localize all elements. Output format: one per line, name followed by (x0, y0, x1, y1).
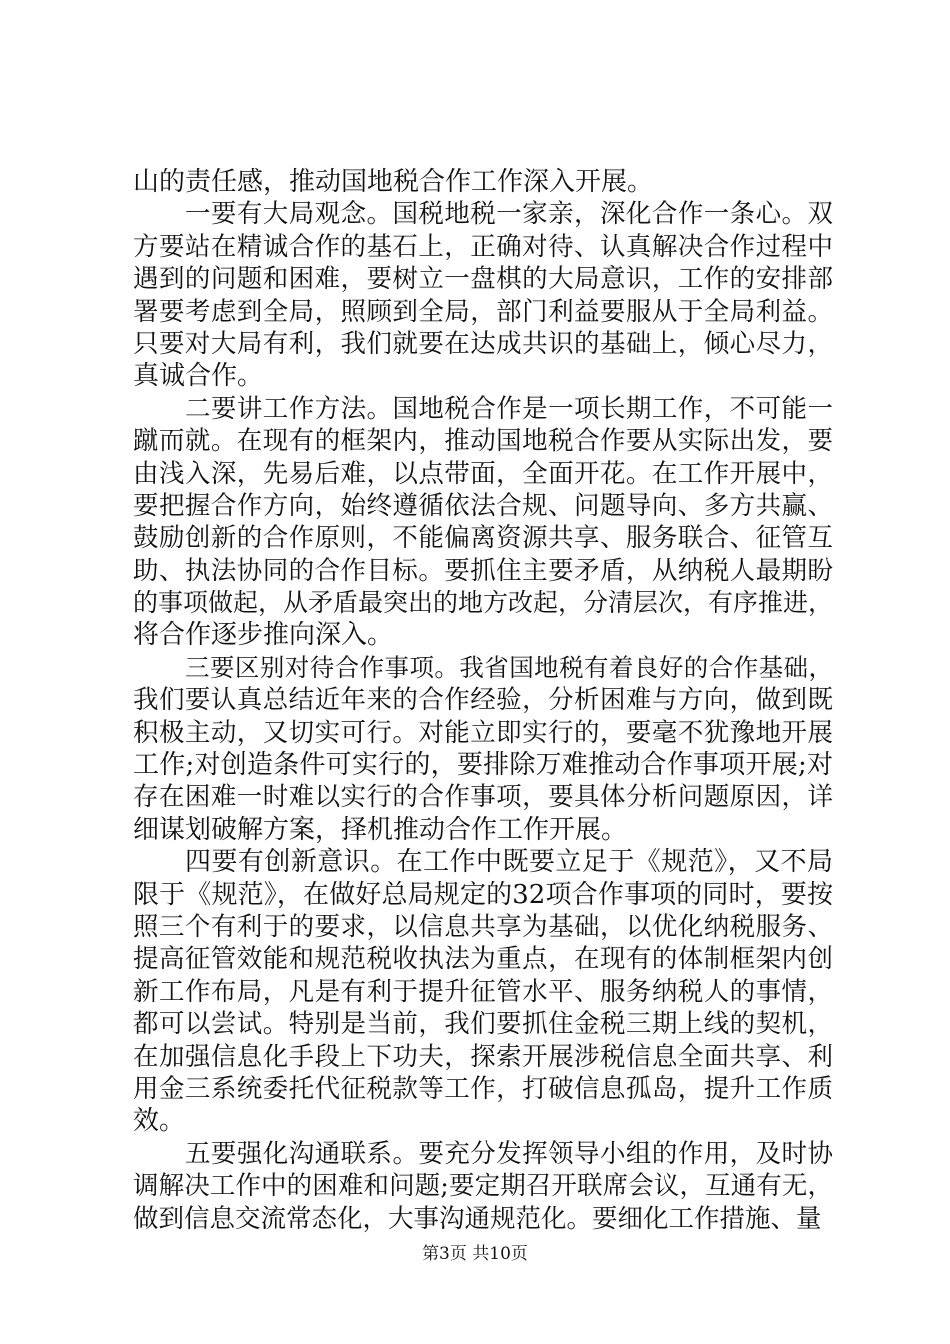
paragraph-line: 真诚合作。 (133, 361, 264, 392)
paragraph-line: 细谋划破解方案，择机推动合作工作开展。 (133, 814, 628, 845)
paragraph-line: 三要区别对待合作事项。我省国地税有着良好的合作基础， (185, 652, 833, 682)
paragraph (133, 393, 833, 652)
paragraph (133, 198, 833, 392)
paragraph-line: 要把握合作方向，始终遵循依法合规、问题导向、多方共赢、 (133, 490, 833, 521)
paragraph-line: 限于《规范》，在做好总局规定的32项合作事项的同时，要按 (133, 879, 833, 910)
paragraph-line: 四要有创新意识。在工作中既要立足于《规范》，又不局 (185, 847, 833, 878)
paragraph-line: 将合作逐步推向深入。 (133, 620, 394, 651)
paragraph-line: 由浅入深，先易后难，以点带面，全面开花。在工作开展中， (133, 458, 833, 489)
paragraph-line: 只要对大局有利，我们就要在达成共识的基础上，倾心尽力， (133, 328, 833, 359)
paragraph-line: 积极主动，又切实可行。对能立即实行的，要毫不犹豫地开展 (133, 717, 833, 748)
paragraph-line: 都可以尝试。特别是当前，我们要抓住金税三期上线的契机， (133, 1009, 833, 1040)
paragraph-line: 在加强信息化手段上下功夫，探索开展涉税信息全面共享、利 (133, 1041, 833, 1072)
paragraph-line: 做到信息交流常态化，大事沟通规范化。要细化工作措施、量 (133, 1203, 822, 1234)
document-body (133, 166, 833, 1235)
paragraph-line: 助、执法协同的合作目标。要抓住主要矛盾，从纳税人最期盼 (133, 555, 833, 586)
paragraph-line: 署要考虑到全局，照顾到全局，部门利益要服从于全局利益。 (133, 296, 833, 327)
paragraph-line: 五要强化沟通联系。要充分发挥领导小组的作用，及时协 (185, 1138, 833, 1169)
paragraph-line: 鼓励创新的合作原则，不能偏离资源共享、服务联合、征管互 (133, 523, 833, 554)
paragraph (133, 166, 833, 198)
paragraph (133, 846, 833, 1138)
paragraph-line: 调解决工作中的困难和问题;要定期召开联席会议，互通有无， (133, 1171, 833, 1202)
paragraph-line: 遇到的问题和困难，要树立一盘棋的大局意识，工作的安排部 (133, 264, 833, 295)
paragraph-line: 方要站在精诚合作的基石上，正确对待、认真解决合作过程中 (133, 231, 833, 262)
paragraph-line: 二要讲工作方法。国地税合作是一项长期工作，不可能一 (185, 393, 833, 424)
paragraph-line: 的事项做起，从矛盾最突出的地方改起，分清层次，有序推进， (133, 588, 834, 618)
page-number: 第3页 共10页 (422, 1244, 528, 1264)
page-footer (0, 1242, 950, 1266)
paragraph-line: 新工作布局，凡是有利于提升征管水平、服务纳税人的事情， (133, 976, 833, 1007)
paragraph-line: 存在困难一时难以实行的合作事项，要具体分析问题原因，详 (133, 782, 833, 813)
paragraph-line: 工作;对创造条件可实行的，要排除万难推动合作事项开展;对 (133, 750, 833, 781)
paragraph-line: 用金三系统委托代征税款等工作，打破信息孤岛，提升工作质 (133, 1073, 833, 1104)
paragraph-line: 照三个有利于的要求，以信息共享为基础，以优化纳税服务、 (133, 911, 833, 942)
paragraph (133, 1138, 833, 1235)
paragraph-line: 我们要认真总结近年来的合作经验，分析困难与方向，做到既 (133, 685, 833, 716)
paragraph-line: 蹴而就。在现有的框架内，推动国地税合作要从实际出发，要 (133, 426, 833, 457)
paragraph-line: 山的责任感，推动国地税合作工作深入开展。 (133, 167, 654, 197)
paragraph-line: 提高征管效能和规范税收执法为重点，在现有的体制框架内创 (133, 944, 833, 975)
paragraph-line: 效。 (133, 1106, 186, 1137)
paragraph (133, 652, 833, 846)
paragraph-line: 一要有大局观念。国税地税一家亲，深化合作一条心。双 (185, 199, 833, 230)
